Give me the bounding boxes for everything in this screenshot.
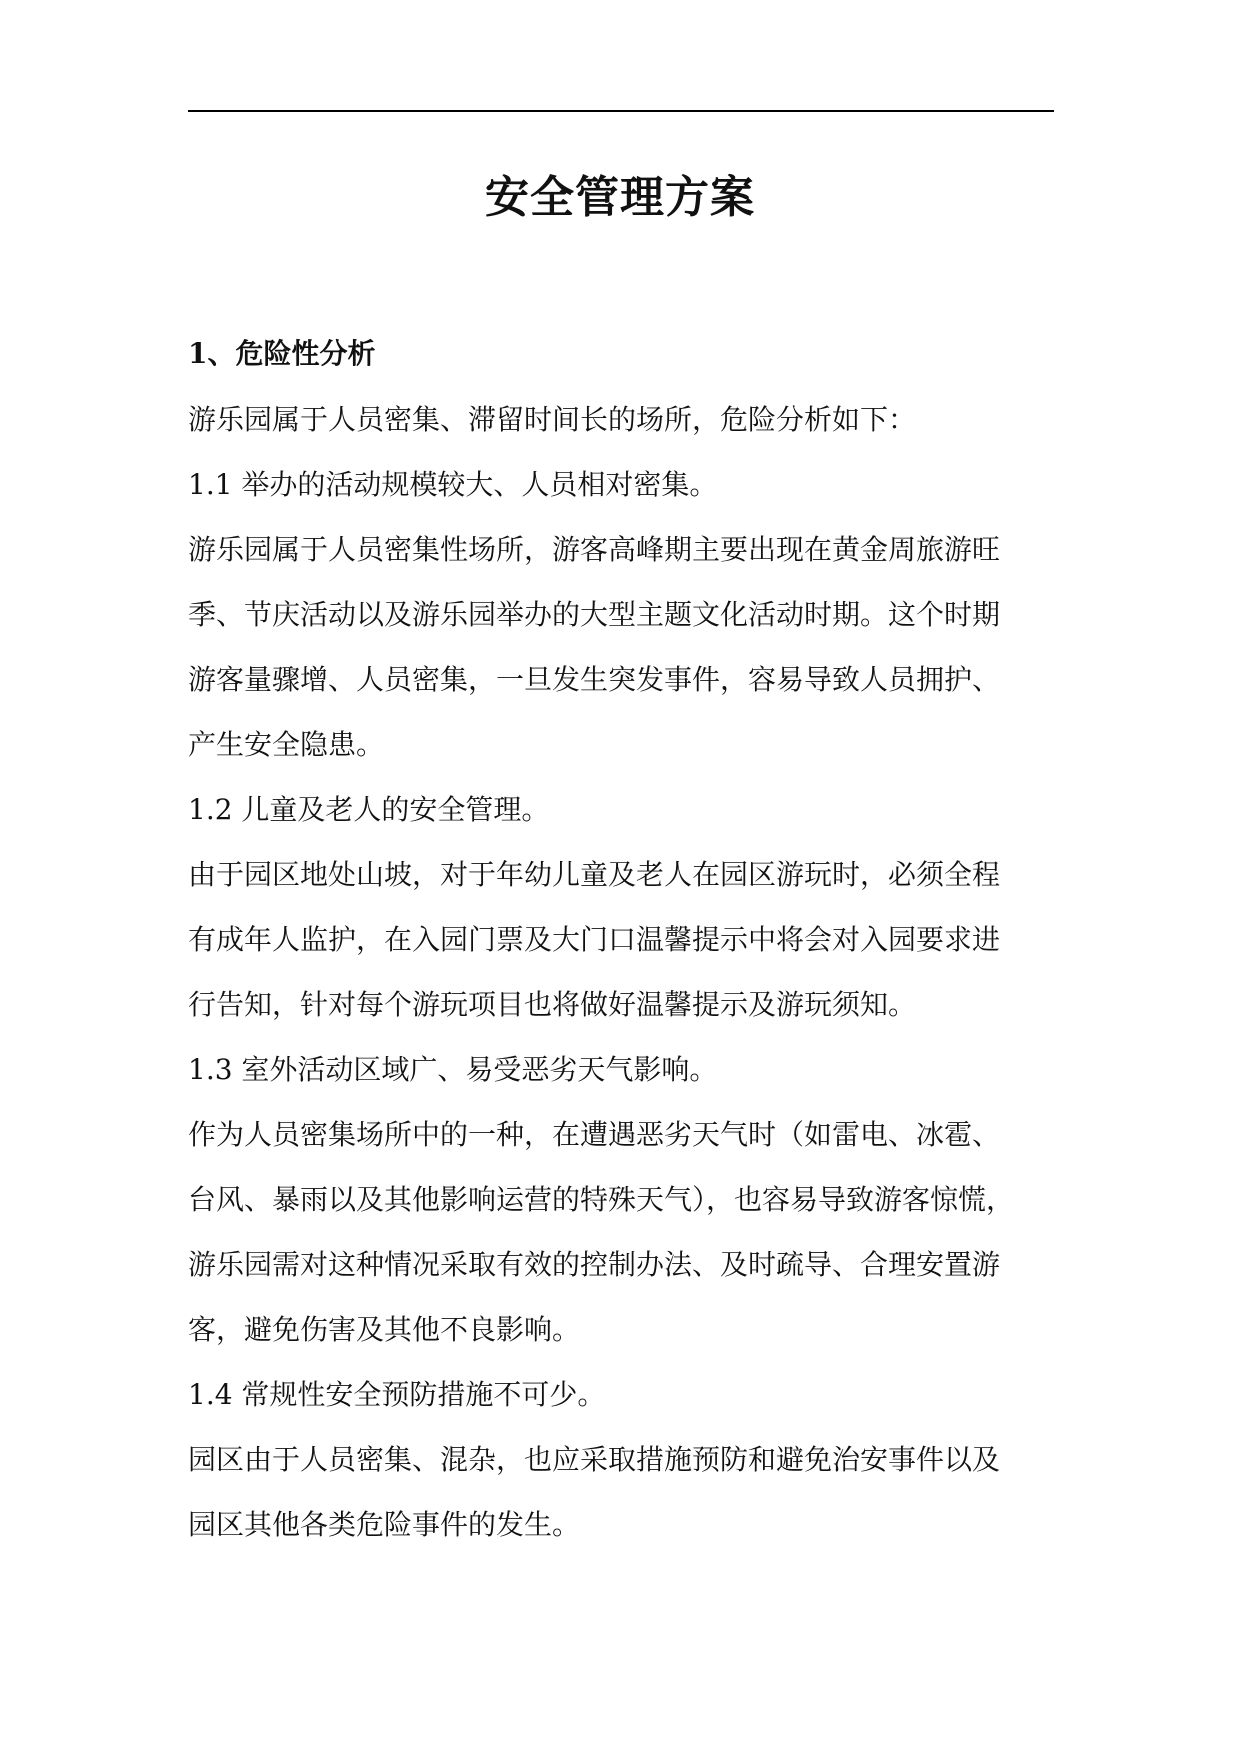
- body-line: 园区其他各类危险事件的发生。: [188, 1508, 581, 1541]
- subsection-heading: 1.4 常规性安全预防措施不可少。: [188, 1378, 606, 1411]
- body-line: 游乐园需对这种情况采取有效的控制办法、及时疏导、合理安置游: [188, 1248, 1001, 1281]
- body-line: 季、节庆活动以及游乐园举办的大型主题文化活动时期。这个时期: [188, 598, 1001, 631]
- page-title: 安全管理方案: [485, 172, 755, 223]
- section-heading: 1、危险性分析: [188, 337, 376, 370]
- subsection-heading: 1.1 举办的活动规模较大、人员相对密集。: [188, 468, 718, 501]
- body-line: 游乐园属于人员密集、滞留时间长的场所，危险分析如下：: [188, 403, 917, 436]
- body-line: 游客量骤增、人员密集，一旦发生突发事件，容易导致人员拥护、: [188, 663, 1001, 696]
- subsection-heading: 1.2 儿童及老人的安全管理。: [188, 793, 550, 826]
- body-line: 客，避免伤害及其他不良影响。: [188, 1313, 581, 1346]
- body-line: 行告知，针对每个游玩项目也将做好温馨提示及游玩须知。: [188, 988, 917, 1021]
- header-rule: [188, 110, 1054, 112]
- body-line: 产生安全隐患。: [188, 728, 385, 761]
- body-line: 台风、暴雨以及其他影响运营的特殊天气），也容易导致游客惊慌，: [188, 1183, 1015, 1216]
- body-line: 有成年人监护，在入园门票及大门口温馨提示中将会对入园要求进: [188, 923, 1001, 956]
- body-line: 园区由于人员密集、混杂，也应采取措施预防和避免治安事件以及: [188, 1443, 1001, 1476]
- body-line: 由于园区地处山坡，对于年幼儿童及老人在园区游玩时，必须全程: [188, 858, 1001, 891]
- body-line: 作为人员密集场所中的一种，在遭遇恶劣天气时（如雷电、冰雹、: [188, 1118, 1001, 1151]
- body-line: 游乐园属于人员密集性场所，游客高峰期主要出现在黄金周旅游旺: [188, 533, 1001, 566]
- subsection-heading: 1.3 室外活动区域广、易受恶劣天气影响。: [188, 1053, 718, 1086]
